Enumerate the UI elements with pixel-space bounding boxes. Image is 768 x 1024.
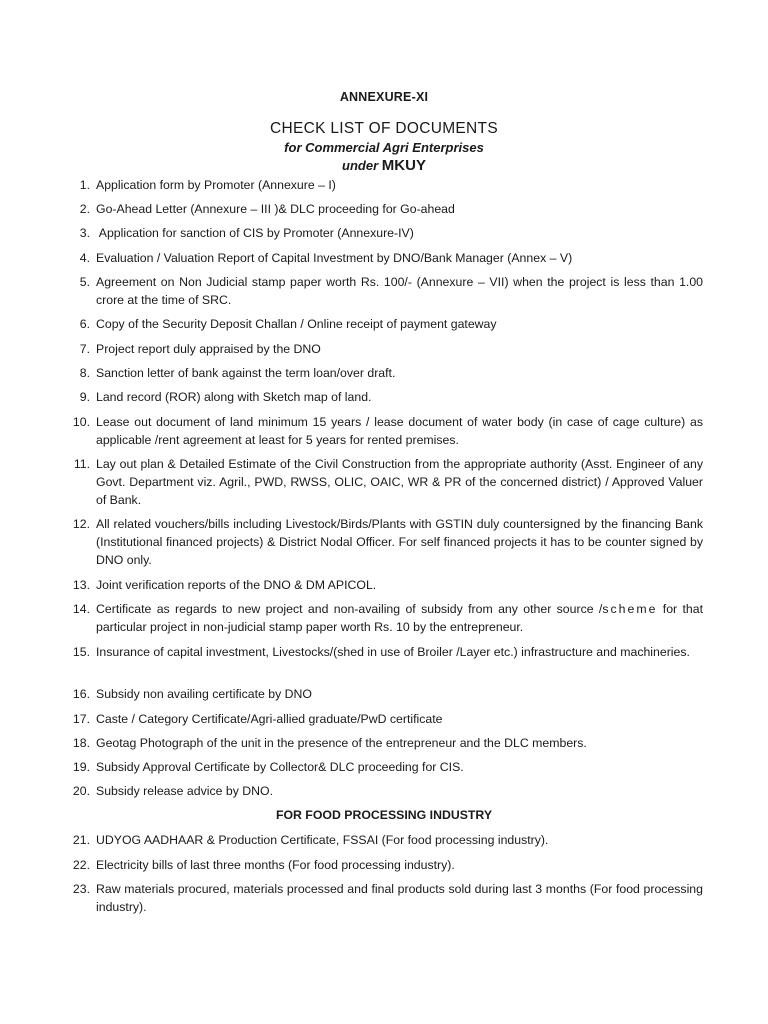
item-text: Copy of the Security Deposit Challan / Online receipt of payment gateway <box>96 317 497 331</box>
scheme-prefix: under <box>342 158 382 173</box>
item-text: Evaluation / Valuation Report of Capital Investment by DNO/Bank Manager (Annex – V) <box>96 251 573 265</box>
item-number: 6. <box>79 317 90 331</box>
item-text: Lease out document of land minimum 15 years / lease document of water body (in case of cage culture) as applicable /rent agreement at least for 5 years for rented premises. <box>96 415 703 447</box>
item-text: Go-Ahead Letter (Annexure – III )& DLC proceeding for Go-ahead <box>96 202 455 216</box>
item-text: Electricity bills of last three months (For food processing industry). <box>96 858 455 872</box>
item-number: 2. <box>79 202 90 216</box>
item-number: 11. <box>73 457 90 471</box>
item-text: Land record (ROR) along with Sketch map of land. <box>96 390 372 404</box>
item-number: 16. <box>72 687 90 701</box>
scheme-line <box>0 157 768 174</box>
item-number: 8. <box>79 366 90 380</box>
item-number: 15. <box>72 645 90 659</box>
item-text: Subsidy release advice by DNO. <box>96 784 274 798</box>
item-text: Subsidy Approval Certificate by Collector& DLC proceeding for CIS. <box>96 760 464 774</box>
item-text: Raw materials procured, materials processed and final products sold during last 3 months (For food processing industry). <box>96 882 703 914</box>
item-text: UDYOG AADHAAR & Production Certificate, FSSAI (For food processing industry). <box>96 833 549 847</box>
item-number: 19. <box>72 760 90 774</box>
item-number: 13. <box>72 578 90 592</box>
item-text <box>96 600 703 636</box>
item-text: Joint verification reports of the DNO & DM APICOL. <box>96 578 377 592</box>
item-number: 3. <box>79 226 90 240</box>
item-text: Insurance of capital investment, Livestocks/(shed in use of Broiler /Layer etc.) infrastructure and machineries. <box>96 645 690 659</box>
item-text: Subsidy non availing certificate by DNO <box>96 687 312 701</box>
item-text: All related vouchers/bills including Livestock/Birds/Plants with GSTIN duly countersigned by the financing Bank (Institutional financed projects) & District Nodal Officer. For self financed projects it has to be counter signed by DNO only. <box>96 517 703 567</box>
document-title: CHECK LIST OF DOCUMENTS <box>270 120 498 137</box>
item-text: Project report duly appraised by the DNO <box>96 342 321 356</box>
item-number: 17. <box>72 712 90 726</box>
item-number: 9. <box>79 390 90 404</box>
item-number: 4. <box>79 251 90 265</box>
item-text-part: for that particular project in non-judicial stamp paper worth Rs. 10 by the entrepreneur. <box>96 602 704 634</box>
item-number: 23. <box>72 882 90 896</box>
item-text: Application form by Promoter (Annexure – I) <box>96 178 336 192</box>
item-text-part: scheme <box>602 602 658 616</box>
item-text: Caste / Category Certificate/Agri-allied graduate/PwD certificate <box>96 712 443 726</box>
item-number: 20. <box>72 784 90 798</box>
item-number: 7. <box>79 342 90 356</box>
item-text: Geotag Photograph of the unit in the presence of the entrepreneur and the DLC members. <box>96 736 587 750</box>
annexure-label: ANNEXURE-XI <box>339 90 429 104</box>
item-number: 21. <box>72 833 90 847</box>
item-text: Application for sanction of CIS by Promoter (Annexure-IV) <box>96 226 414 240</box>
item-number: 1. <box>79 178 90 192</box>
item-text: Lay out plan & Detailed Estimate of the Civil Construction from the appropriate authority (Asst. Engineer of any Govt. Department viz. Agril., PWD, RWSS, OLIC, OAIC, WR & PR of the concerned district) / Approved Valuer of Bank. <box>96 457 703 507</box>
item-number: 5. <box>79 275 90 289</box>
document-subtitle: for Commercial Agri Enterprises <box>284 140 484 155</box>
item-number: 22. <box>72 858 90 872</box>
section-heading: FOR FOOD PROCESSING INDUSTRY <box>275 808 493 822</box>
item-text-part: Certificate as regards to new project and non-availing of subsidy from any other source / <box>96 602 603 616</box>
item-text: Sanction letter of bank against the term loan/over draft. <box>96 366 396 380</box>
item-number: 10. <box>72 415 90 429</box>
scheme-name: MKUY <box>381 157 426 174</box>
item-text: Agreement on Non Judicial stamp paper worth Rs. 100/- (Annexure – VII) when the project is less than 1.00 crore at the time of SRC. <box>96 275 703 307</box>
item-number: 18. <box>72 736 90 750</box>
item-number: 12. <box>72 517 90 531</box>
item-number: 14. <box>72 602 90 616</box>
